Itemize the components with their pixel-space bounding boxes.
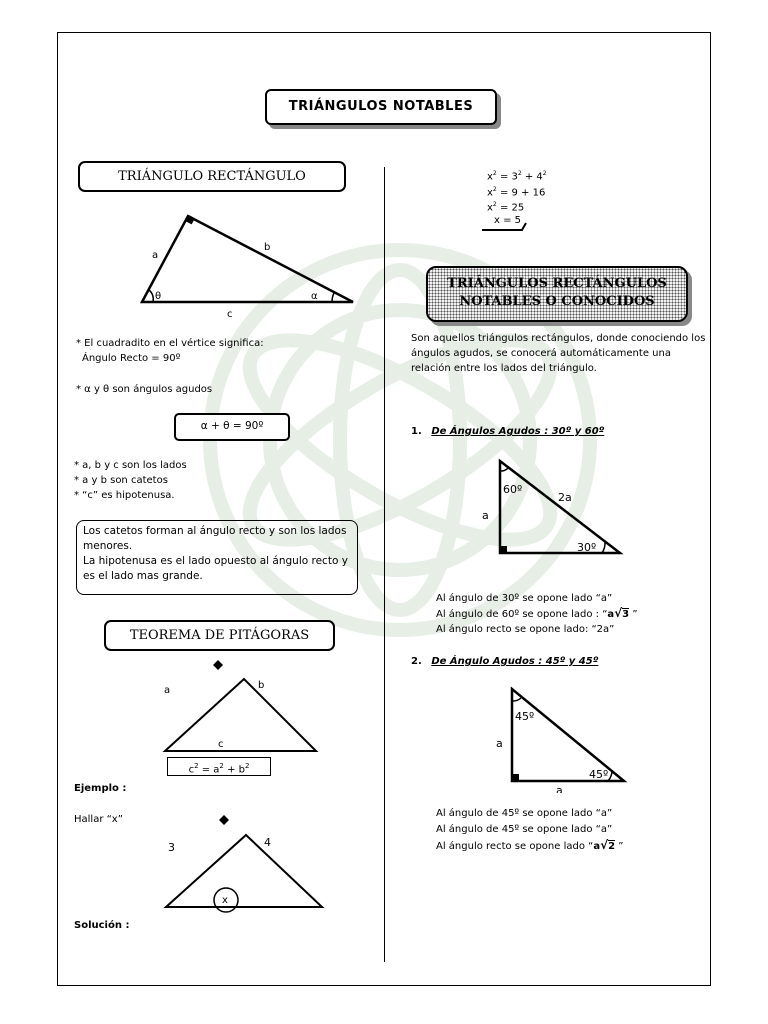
theta-label: θ [155, 291, 162, 302]
angle-sum-box [174, 413, 290, 441]
angle-45-right-label: 45º [589, 768, 609, 781]
text: x [487, 202, 493, 214]
angle-45-top-label: 45º [515, 710, 535, 723]
text: ” [618, 841, 624, 852]
side-4-label: 4 [264, 836, 271, 849]
text: a [607, 609, 615, 620]
case2-heading [411, 654, 598, 669]
hypotenuse-2a-label: 2a [558, 491, 572, 504]
case1-title: De Ángulos Agudos : 30º y 60º [431, 426, 605, 437]
note-square-1: * El cuadradito en el vértice significa: [76, 338, 264, 349]
section-title-triangulo-rectangulo [78, 161, 346, 192]
column-divider [384, 167, 385, 962]
case2-rule-1: Al ángulo de 45º se opone lado “a” [436, 808, 613, 819]
text: x [487, 187, 493, 199]
case1-number: 1. [411, 426, 422, 437]
radicand-3: 3 [622, 609, 630, 620]
leg-a-label: a [482, 509, 489, 522]
side-a-label: a [152, 250, 159, 261]
angle-60-label: 60º [503, 483, 523, 496]
text: = 9 + 16 [499, 187, 546, 199]
side-b-label: b [264, 242, 271, 253]
case1-rule-2: Al ángulo de 60º se opone lado : “a√3 ” [436, 606, 638, 620]
sides-note-3: * “c” es hipotenusa. [74, 490, 175, 501]
notable-title-line-2: NOTABLES O CONOCIDOS [459, 294, 655, 309]
formula-plus: + b [227, 764, 245, 776]
alpha-label: α [311, 291, 318, 302]
text: x [487, 171, 493, 183]
definition-catetos: Los catetos forman al ángulo recto y son los lados menores. [83, 525, 347, 552]
text: + 4 [524, 171, 543, 183]
side-c-label: c [227, 309, 233, 320]
text: ” [632, 609, 638, 620]
exponent: 2 [492, 186, 497, 193]
side-a-label: a [164, 685, 171, 696]
exponent: 2 [492, 170, 497, 177]
exponent: 2 [194, 762, 199, 770]
leg-a-bottom-label: a [556, 784, 563, 793]
sides-note-2: * a y b son catetos [74, 475, 168, 486]
case2-rule-3: Al ángulo recto se opone lado “a√2 ” [436, 838, 624, 852]
exponent: 2 [542, 170, 547, 177]
pythagoras-formula-box [167, 757, 271, 776]
section-title-pitagoras [104, 620, 335, 651]
side-c-label: c [218, 739, 224, 750]
text: = 25 [499, 202, 525, 214]
notable-triangles-title-box [426, 266, 688, 322]
note-acute: * α y θ son ángulos agudos [76, 384, 213, 395]
case1-rule-3: Al ángulo recto se opone lado: “2a” [436, 624, 615, 635]
text: = 3 [499, 171, 518, 183]
case2-number: 2. [411, 656, 422, 667]
notable-title-line-1: TRIÁNGULOS RECTÁNGULOS [447, 276, 667, 291]
angle-sum-formula: α + θ = 90º [200, 420, 264, 432]
example-label: Ejemplo : [74, 783, 127, 794]
triangle-30-60-90 [478, 457, 628, 559]
radicand-2: 2 [608, 841, 616, 852]
side-b-label: b [258, 680, 265, 691]
notable-intro: Son aquellos triángulos rectángulos, donde conociendo los ángulos agudos, se conocerá automáticamente una relación entre los lados del triángulo. [411, 333, 706, 374]
exponent: 2 [492, 201, 497, 208]
angle-30-label: 30º [577, 541, 597, 554]
case1-heading [411, 424, 604, 439]
leg-a-left-label: a [496, 737, 503, 750]
text: Al ángulo recto se opone lado “ [436, 841, 594, 852]
note-square-2: Ángulo Recto = 90º [82, 353, 181, 364]
sides-note-1: * a, b y c son los lados [74, 460, 187, 471]
section-title-text: TEOREMA DE PITÁGORAS [129, 628, 310, 643]
solution-label: Solución : [74, 920, 130, 931]
case2-rule-2: Al ángulo de 45º se opone lado “a” [436, 824, 613, 835]
section-title-text: TRIÁNGULO RECTÁNGULO [118, 169, 306, 184]
triangle-45-45-90 [494, 685, 634, 793]
exponent: 2 [244, 762, 250, 770]
right-triangle-diagram [135, 210, 365, 320]
text: a [593, 841, 601, 852]
exponent: 2 [219, 762, 224, 770]
formula-c: c [188, 764, 195, 776]
case1-rule-1: Al ángulo de 30º se opone lado “a” [436, 593, 613, 604]
example-triangle-diagram [160, 810, 330, 915]
side-3-label: 3 [168, 841, 175, 854]
exponent: 2 [517, 170, 522, 177]
text: Al ángulo de 60º se opone lado : “ [436, 609, 608, 620]
definition-hipotenusa: La hipotenusa es el lado opuesto al ángulo recto y es el lado mas grande. [83, 555, 348, 582]
page-title-box [265, 89, 497, 125]
formula-eq: = a [201, 764, 220, 776]
find-x-label: Hallar “x” [74, 814, 123, 825]
page-title: TRIÁNGULOS NOTABLES [288, 99, 474, 114]
answer-underline [480, 220, 530, 234]
definition-box [76, 520, 358, 595]
pythagoras-triangle-diagram [160, 655, 320, 755]
case2-title: De Ángulo Agudos : 45º y 45º [431, 656, 599, 667]
solution-line-4: x = 5 [494, 215, 522, 226]
unknown-x-label: x [222, 895, 228, 906]
